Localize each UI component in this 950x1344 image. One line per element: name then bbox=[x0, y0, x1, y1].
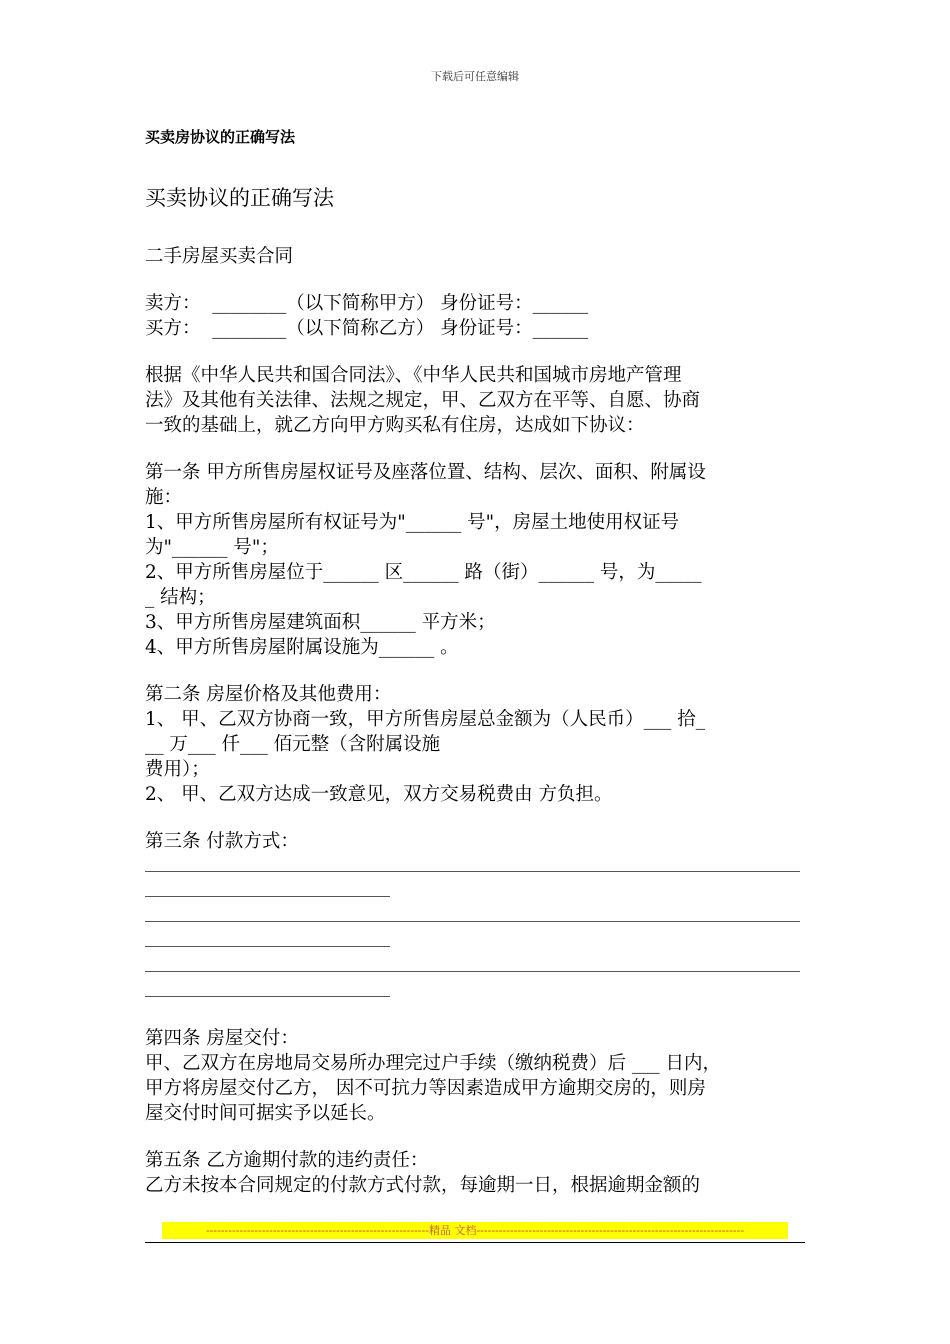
article5-line: 乙方未按本合同规定的付款方式付款，每逾期一日，根据逾期金额的 bbox=[145, 1175, 701, 1196]
preamble-line: 法》及其他有关法律、法规之规定，甲、乙双方在平等、自愿、协商 bbox=[145, 390, 701, 411]
footer-label: 精品 文档 bbox=[428, 1224, 477, 1237]
section-heading: 买卖协议的正确写法 bbox=[145, 186, 334, 210]
article1-line: _ 结构； bbox=[145, 587, 216, 608]
article3-heading: 第三条 付款方式： bbox=[145, 831, 299, 852]
article2-line: 1、 甲、乙双方协商一致，甲方所售房屋总金额为（人民币）___ 拾_ bbox=[145, 709, 706, 730]
article4-line: 屋交付时间可据实予以延长。 bbox=[145, 1103, 386, 1124]
document-title: 买卖房协议的正确写法 bbox=[145, 128, 296, 146]
blank-line bbox=[145, 904, 810, 929]
article4-heading: 第四条 房屋交付： bbox=[145, 1028, 299, 1049]
blank-line bbox=[145, 879, 810, 904]
article2-heading: 第二条 房屋价格及其他费用： bbox=[145, 684, 392, 705]
article5-heading: 第五条 乙方逾期付款的违约责任： bbox=[145, 1150, 429, 1171]
article1-line: 1、甲方所售房屋所有权证号为"______ 号"，房屋土地使用权证号 bbox=[145, 512, 680, 533]
party-seller: 卖方： ________（以下简称甲方） 身份证号：______ bbox=[145, 293, 589, 314]
article2-line: 费用）； bbox=[145, 759, 210, 780]
article1-line: 施： bbox=[145, 487, 183, 508]
party-buyer: 买方： ________（以下简称乙方） 身份证号：______ bbox=[145, 318, 589, 339]
preamble-line: 一致的基础上，就乙方向甲方购买私有住房，达成如下协议： bbox=[145, 415, 645, 436]
blank-line bbox=[145, 929, 810, 954]
article4-line: 甲、乙双方在房地局交易所办理完过户手续（缴纳税费）后 ___ 日内， bbox=[145, 1053, 722, 1074]
blank-line bbox=[145, 854, 810, 879]
preamble-line: 根据《中华人民共和国合同法》、《中华人民共和国城市房地产管理 bbox=[145, 365, 682, 386]
blank-line bbox=[145, 954, 810, 979]
footer-divider bbox=[145, 1242, 805, 1243]
contract-title: 二手房屋买卖合同 bbox=[145, 246, 294, 267]
footer-dashes-right: ------------------------------------------------------------------------ bbox=[476, 1224, 745, 1237]
header-note: 下载后可任意编辑 bbox=[431, 70, 519, 83]
article1-heading: 第一条 甲方所售房屋权证号及座落位置、结构、层次、面积、附属设 bbox=[145, 462, 706, 483]
article1-line: 3、甲方所售房屋建筑面积______ 平方米； bbox=[145, 612, 496, 633]
article2-line: 2、 甲、乙双方达成一致意见，双方交易税费由 方负担。 bbox=[145, 784, 613, 805]
blank-line bbox=[145, 979, 810, 1004]
article1-line: 为"______ 号"； bbox=[145, 537, 279, 558]
footer-banner bbox=[162, 1222, 788, 1239]
footer-dashes-left: ------------------------------------------------------------ bbox=[205, 1224, 429, 1237]
contract-body bbox=[145, 244, 810, 1198]
article2-line: __ 万___ 仟___ 佰元整（含附属设施 bbox=[145, 734, 441, 755]
article4-line: 甲方将房屋交付乙方， 因不可抗力等因素造成甲方逾期交房的，则房 bbox=[145, 1078, 706, 1099]
article1-line: 2、甲方所售房屋位于______ 区______ 路（街）______ 号，为_____ bbox=[145, 562, 702, 583]
article1-line: 4、甲方所售房屋附属设施为______ 。 bbox=[145, 637, 459, 658]
